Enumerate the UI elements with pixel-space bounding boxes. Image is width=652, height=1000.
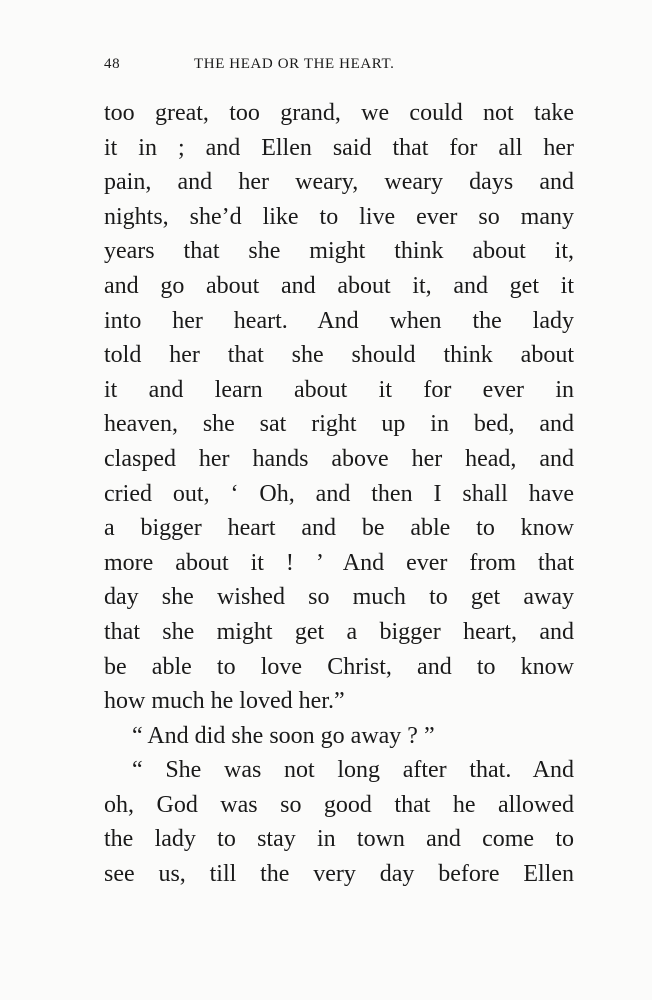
text-line: “ She was not long after that. And — [132, 757, 574, 784]
text-line: more about it ! ’ And ever from that — [104, 549, 574, 576]
text-line: too great, too grand, we could not take — [104, 100, 574, 126]
text-line: nights, she’d like to live ever so many — [104, 203, 574, 230]
text-line: the lady to stay in town and come to — [104, 826, 574, 853]
running-head — [104, 56, 574, 82]
text-line: years that she might think about it, — [104, 238, 574, 265]
text-line: it and learn about it for ever in — [104, 376, 574, 403]
text-line: how much he loved her.” — [104, 688, 345, 715]
text-line: clasped her hands above her head, and — [104, 445, 574, 472]
text-line: and go about and about it, and get it — [104, 272, 574, 299]
text-line: cried out, ‘ Oh, and then I shall have — [104, 480, 574, 507]
text-line: heaven, she sat right up in bed, and — [104, 411, 574, 438]
text-line: a bigger heart and be able to know — [104, 515, 574, 542]
text-line: pain, and her weary, weary days and — [104, 169, 574, 196]
text-line: told her that she should think about — [104, 342, 574, 369]
text-line: oh, God was so good that he allowed — [104, 791, 574, 818]
text-line: that she might get a bigger heart, and — [104, 618, 574, 645]
text-line: day she wished so much to get away — [104, 584, 574, 611]
text-line: into her heart. And when the lady — [104, 307, 574, 334]
text-line: it in ; and Ellen said that for all her — [104, 134, 574, 161]
running-title: THE HEAD OR THE HEART. — [194, 56, 395, 72]
text-line: see us, till the very day before Ellen — [104, 861, 574, 888]
text-line: “ And did she soon go away ? ” — [132, 722, 435, 749]
text-line: be able to love Christ, and to know — [104, 653, 574, 680]
page-number: 48 — [104, 56, 121, 72]
body-text — [104, 96, 574, 892]
